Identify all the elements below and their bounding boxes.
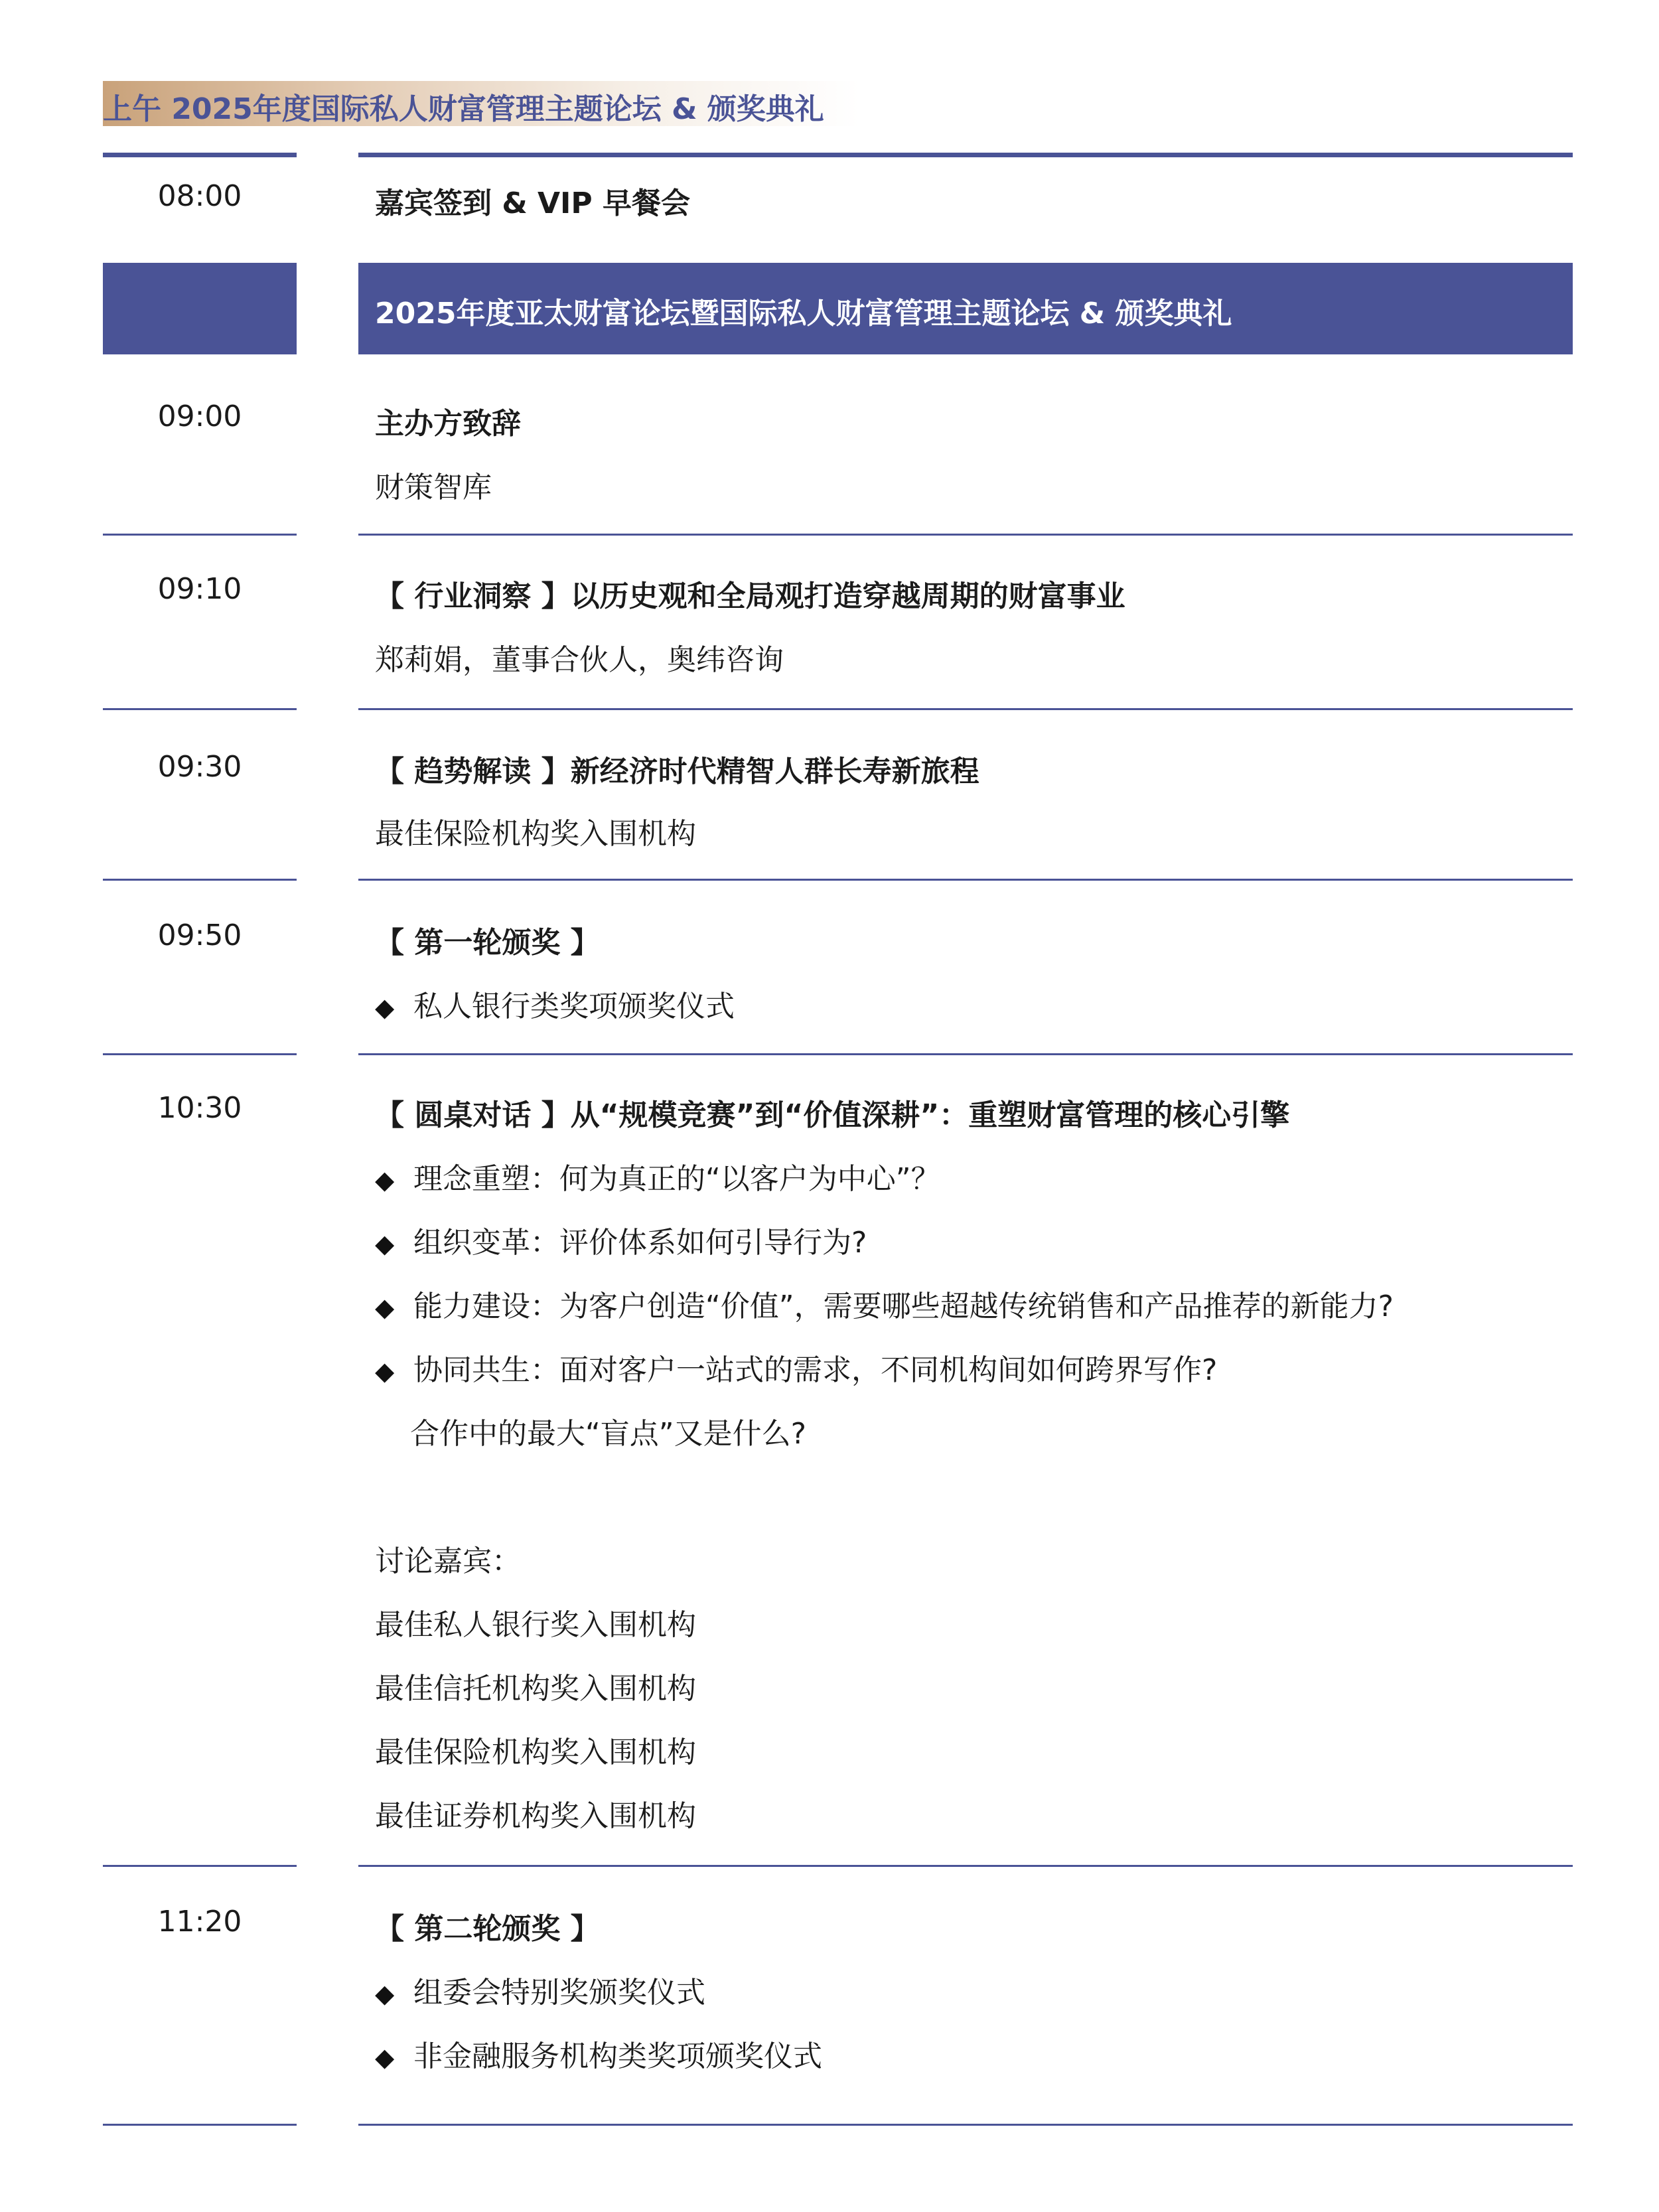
session-speaker: 最佳保险机构奖入围机构 (375, 817, 696, 851)
bullet-continuation: 合作中的最大“盲点”又是什么? (410, 1417, 806, 1451)
divider (358, 1053, 1573, 1055)
session-time: 09:50 (157, 919, 242, 952)
divider (103, 2124, 297, 2126)
agenda-bullet: ◆ 私人银行类奖项颁奖仪式 (375, 990, 735, 1023)
divider (103, 879, 297, 881)
banner-left-block (103, 263, 297, 354)
session-title: 嘉宾签到 & VIP 早餐会 (375, 186, 690, 220)
divider (103, 1865, 297, 1867)
session-time: 09:00 (157, 400, 242, 433)
session-title: 【 趋势解读 】新经济时代精智人群长寿新旅程 (375, 755, 979, 788)
diamond-bullet-icon: ◆ (375, 2043, 395, 2072)
divider (358, 153, 1573, 157)
session-title: 【 行业洞察 】以历史观和全局观打造穿越周期的财富事业 (375, 579, 1125, 613)
session-time: 09:10 (157, 572, 242, 606)
divider (358, 2124, 1573, 2126)
session-time: 10:30 (157, 1091, 242, 1125)
agenda-bullet: ◆ 组织变革：评价体系如何引导行为? (375, 1226, 867, 1260)
session-title: 主办方致辞 (375, 407, 521, 441)
diamond-bullet-icon: ◆ (375, 1293, 395, 1322)
banner-text: 2025年度亚太财富论坛暨国际私人财富管理主题论坛 & 颁奖典礼 (375, 297, 1232, 331)
divider (358, 1865, 1573, 1867)
session-time: 11:20 (157, 1905, 242, 1939)
divider (103, 534, 297, 536)
diamond-bullet-icon: ◆ (375, 1357, 395, 1386)
session-time: 09:30 (157, 750, 242, 784)
session-title: 【 第一轮颁奖 】 (375, 926, 600, 960)
divider (103, 708, 297, 710)
panel-label: 讨论嘉宾： (375, 1544, 521, 1578)
divider (103, 153, 297, 157)
session-speaker: 财策智库 (375, 471, 492, 504)
divider (358, 708, 1573, 710)
diamond-bullet-icon: ◆ (375, 993, 395, 1022)
agenda-bullet: ◆ 理念重塑：何为真正的“以客户为中心”？ (375, 1162, 940, 1196)
panelist: 最佳私人银行奖入围机构 (375, 1608, 696, 1642)
section-header-title: 上午 2025年度国际私人财富管理主题论坛 & 颁奖典礼 (103, 92, 824, 126)
divider (103, 1053, 297, 1055)
diamond-bullet-icon: ◆ (375, 1165, 395, 1195)
agenda-bullet: ◆ 非金融服务机构类奖项颁奖仪式 (375, 2039, 822, 2073)
diamond-bullet-icon: ◆ (375, 1229, 395, 1258)
divider (358, 534, 1573, 536)
diamond-bullet-icon: ◆ (375, 1979, 395, 2008)
panelist: 最佳证券机构奖入围机构 (375, 1799, 696, 1833)
agenda-bullet: ◆ 协同共生：面对客户一站式的需求，不同机构间如何跨界写作? (375, 1353, 1218, 1387)
session-title: 【 第二轮颁奖 】 (375, 1912, 600, 1946)
session-speaker: 郑莉娟，董事合伙人，奥纬咨询 (375, 643, 784, 677)
session-time: 08:00 (157, 179, 242, 213)
panelist: 最佳信托机构奖入围机构 (375, 1672, 696, 1706)
session-title: 【 圆桌对话 】从“规模竞赛”到“价值深耕”：重塑财富管理的核心引擎 (375, 1098, 1290, 1132)
divider (358, 879, 1573, 881)
panelist: 最佳保险机构奖入围机构 (375, 1735, 696, 1769)
agenda-bullet: ◆ 组委会特别奖颁奖仪式 (375, 1976, 705, 2010)
agenda-bullet: ◆ 能力建设：为客户创造“价值”，需要哪些超越传统销售和产品推荐的新能力? (375, 1290, 1394, 1323)
